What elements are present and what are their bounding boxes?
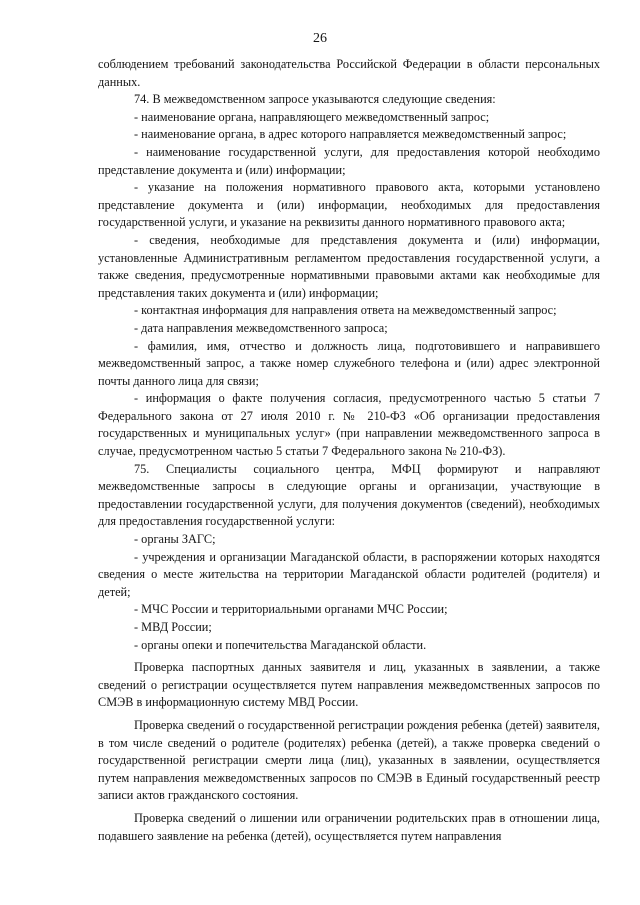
list-item: - фамилия, имя, отчество и должность лица, подготовившего и направившего межведомственный запрос, а также номер служебного телефона и (или) адрес электронной почты данного лица для связи; xyxy=(98,338,600,388)
paragraph-74-heading: 74. В межведомственном запросе указываются следующие сведения: xyxy=(134,92,496,107)
list-item: - указание на положения нормативного правового акта, которыми установлено представление документа и (или) информации, необходимых для предоставления государственной услуги, и указание на реквизиты данного нормативного правового акта; xyxy=(98,180,600,230)
list-item: - учреждения и организации Магаданской области, в распоряжении которых находятся сведения о месте жительства на территории Магаданской области родителей (родителя) и детей; xyxy=(98,549,600,599)
list-item: - сведения, необходимые для представления документа и (или) информации, установленные Административным регламентом предоставления государственной услуги, а также сведения, предусмотренные нормативными правовыми актами как необходимые для представления таких документа и (или) информации; xyxy=(98,232,600,300)
list-item: - информация о факте получения согласия, предусмотренного частью 5 статьи 7 Федерального закона от 27 июля 2010 г. № 210-ФЗ «Об организации предоставления государственных и муниципальных услуг» (при направлении межведомственного запроса в случае, предусмотренном частью 5 статьи 7 Федерального закона № 210-ФЗ). xyxy=(98,391,600,459)
list-item: - органы опеки и попечительства Магаданской области. xyxy=(134,637,427,652)
list-item: - контактная информация для направления ответа на межведомственный запрос; xyxy=(134,303,557,318)
paragraph-birth-registration-check: Проверка сведений о государственной регистрации рождения ребенка (детей) заявителя, в том числе сведений о родителе (родителях) ребенка (детей), а также проверка сведений о государственной регистрации смерти лица (лиц), указанных в заявлении, осуществляется путем направления межведомственных запросов по СМЭВ в Единый государственный реестр записи актов гражданского состояния. xyxy=(98,717,600,803)
list-item: - наименование органа, в адрес которого направляется межведомственный запрос; xyxy=(134,127,567,142)
paragraph-personal-data: соблюдением требований законодательства Российской Федерации в области персональных данных. xyxy=(98,57,600,89)
paragraph-parental-rights-check: Проверка сведений о лишении или ограничении родительских прав в отношении лица, подавшего заявление на ребенка (детей), осуществляется путем направления xyxy=(98,810,600,843)
paragraph-passport-check: Проверка паспортных данных заявителя и лиц, указанных в заявлении, а также сведений о регистрации осуществляется путем направления межведомственных запросов по СМЭВ в информационную систему МВД России. xyxy=(98,660,600,710)
list-item: - органы ЗАГС; xyxy=(134,532,216,547)
list-item: - дата направления межведомственного запроса; xyxy=(134,320,388,335)
page-number: 26 xyxy=(313,31,327,46)
list-item: - МВД России; xyxy=(134,620,212,634)
document-body xyxy=(98,56,600,845)
list-item: - наименование государственной услуги, для предоставления которой необходимо представление документа и (или) информации; xyxy=(98,144,600,177)
list-item: - наименование органа, направляющего межведомственный запрос; xyxy=(134,109,490,124)
list-item: - МЧС России и территориальными органами МЧС России; xyxy=(134,602,448,617)
paragraph-75-heading: 75. Специалисты социального центра, МФЦ формируют и направляют межведомственные запросы в следующие органы и организации, участвующие в предоставлении государственной услуги, для получения документов (сведений), необходимых для предоставления государственной услуги: xyxy=(98,461,600,529)
